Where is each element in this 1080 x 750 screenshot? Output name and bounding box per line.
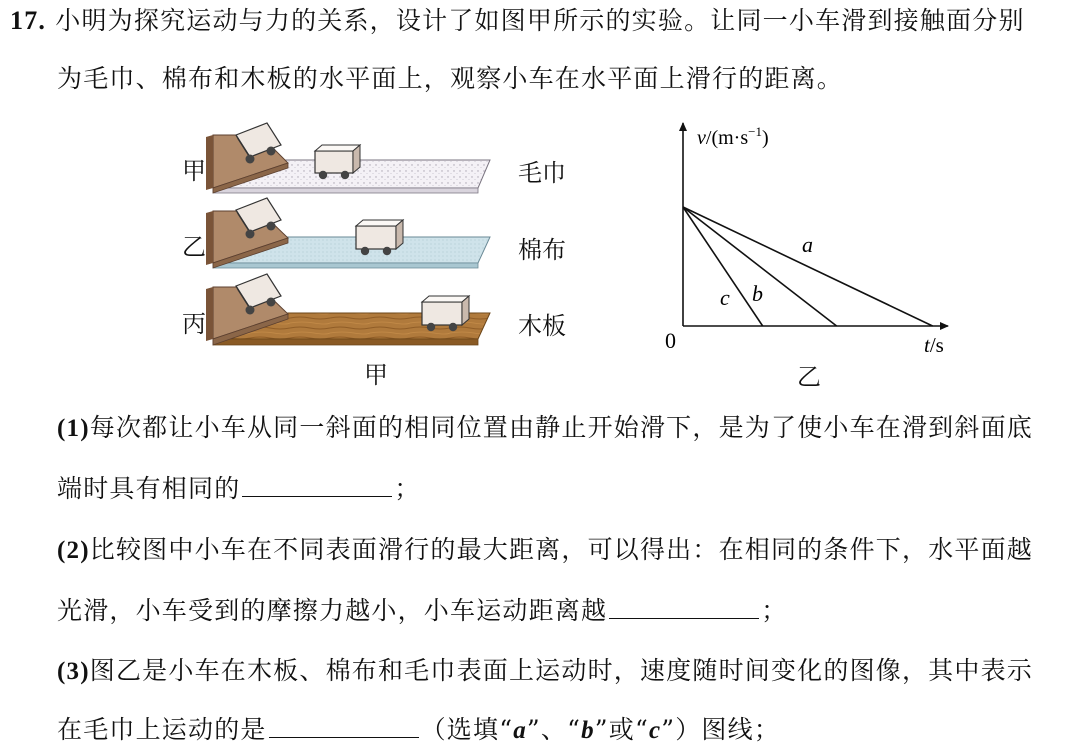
- x-axis-label: t/s: [924, 333, 944, 357]
- answer-blank-2[interactable]: [609, 594, 759, 619]
- option-c: c: [648, 717, 662, 744]
- stem-text-2: 为毛巾、棉布和木板的水平面上，观察小车在水平面上滑行的距离。: [57, 64, 844, 93]
- part-3-paren-close: ”）图线；: [661, 715, 781, 744]
- part-3-line2: [57, 713, 780, 746]
- vt-line-label-c: c: [720, 285, 730, 310]
- part-3-sep1: ”、“: [526, 715, 582, 744]
- part-2-line1: [57, 535, 1033, 566]
- y-axis-label: $v/(m\cdot s^{-1})$: [697, 124, 769, 149]
- part-2-number: (2): [57, 537, 90, 564]
- part-3-number: (3): [57, 658, 90, 685]
- ramp-wood-setup: [206, 274, 490, 345]
- stem-text-1: 小明为探究运动与力的关系，设计了如图甲所示的实验。让同一小车滑到接触面分别: [55, 6, 1025, 35]
- surface-label-wood: 木板: [518, 312, 566, 340]
- part-1-line1: [57, 413, 1033, 444]
- surface-label-cloth: 棉布: [518, 236, 566, 264]
- part-1-end: ；: [394, 474, 421, 503]
- part-3-paren-open: （选填“: [420, 715, 514, 744]
- part-3-line1: [57, 656, 1033, 687]
- origin-label: 0: [665, 328, 676, 353]
- part-1-text2: 端时具有相同的: [57, 474, 241, 503]
- option-a: a: [513, 717, 527, 744]
- ramp-towel-setup: [206, 123, 490, 193]
- part-2-line2: [57, 594, 787, 626]
- vt-line-label-b: b: [752, 281, 763, 306]
- row-label-bing: 丙: [182, 310, 206, 338]
- vt-line-label-a: a: [802, 232, 813, 257]
- part-3-text2: 在毛巾上运动的是: [57, 715, 267, 744]
- answer-blank-3[interactable]: [269, 713, 419, 738]
- option-b: b: [581, 717, 595, 744]
- part-3-text: 图乙是小车在木板、棉布和毛巾表面上运动时，速度随时间变化的图像，其中表示: [89, 656, 1033, 685]
- ramp-cloth-setup: [206, 198, 490, 268]
- part-2-text2: 光滑，小车受到的摩擦力越小，小车运动距离越: [57, 596, 608, 625]
- surface-label-towel: 毛巾: [518, 159, 566, 187]
- question-number: 17.: [10, 6, 47, 35]
- part-2-end: ；: [761, 596, 788, 625]
- part-1-text: 每次都让小车从同一斜面的相同位置由静止开始滑下，是为了使小车在滑到斜面底: [89, 413, 1033, 442]
- question-stem-line1: [10, 6, 1025, 36]
- part-1-number: (1): [57, 415, 90, 442]
- question-stem-line2: [57, 64, 843, 94]
- part-2-text: 比较图中小车在不同表面滑行的最大距离，可以得出：在相同的条件下，水平面越: [89, 535, 1033, 564]
- vt-line-b: [683, 207, 837, 326]
- answer-blank-1[interactable]: [242, 472, 392, 497]
- part-1-line2: [57, 472, 421, 504]
- part-3-sep2: ”或“: [594, 715, 649, 744]
- figure-jia-caption: 甲: [364, 361, 388, 389]
- figure-yi-caption: 乙: [797, 363, 821, 391]
- figure-yi-vt-chart: [650, 115, 970, 395]
- row-label-jia: 甲: [182, 157, 206, 185]
- row-label-yi: 乙: [182, 233, 206, 261]
